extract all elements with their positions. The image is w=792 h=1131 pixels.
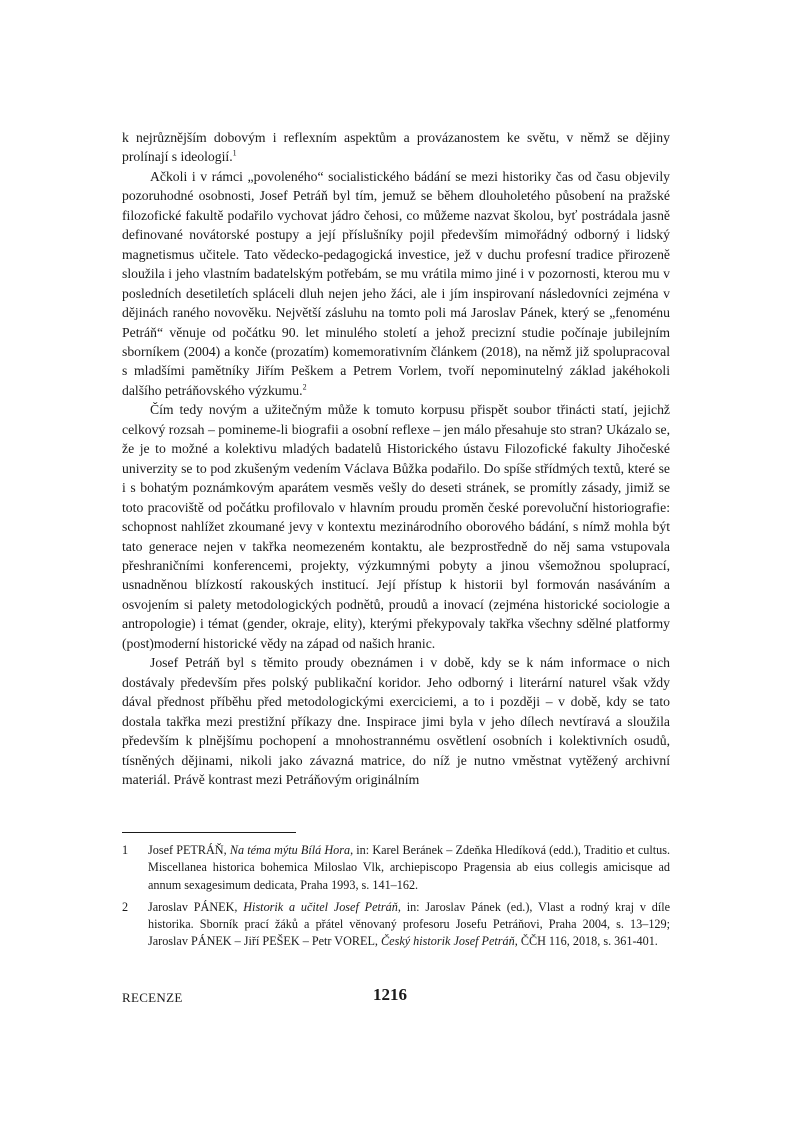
footnote-text: Josef PETRÁŇ, Na téma mýtu Bílá Hora, in: Karel Beránek – Zdeňka Hledíková (edd.), Traditio et cultus. Miscellanea historica bohemica Miloslao Vlk, archiepiscopo Pragensia ab eius collegis amicisque ad annum sexagesimum dedicata, Praha 1993, s. 141–162. bbox=[148, 843, 671, 892]
page-number: 1216 bbox=[373, 985, 407, 1004]
footnote-title: Na téma mýtu Bílá Hora bbox=[229, 843, 351, 857]
footnote-ref-1: 1 bbox=[232, 148, 237, 158]
footnote-number: 2 bbox=[122, 899, 129, 914]
footnotes bbox=[122, 842, 670, 956]
body-text bbox=[122, 128, 670, 789]
paragraph-3: Čím tedy novým a užitečným může k tomuto korpusu přispět soubor třinácti statí, jejichž celkový rozsah – pomineme-li biografii a osobní reflexe – jen málo přesahuje sto stran? Ukázalo se, že je to možné a kolektivu mladých badatelů Historického ústavu Filozofické fakulty Jihočeské univerzity se to pod zkušeným vedením Václava Bůžka podařilo. Do spíše střídmých textů, které se i s bohatým poznámkovým aparátem vesměs vešly do deseti stránek, se promítly zásady, jimiž se toto pracoviště od počátku profilovalo v hlavním proudu proměn české porevoluční historiografie: schopnost nahlížet zkoumané jevy v kontextu mezinárodního oborového bádání, s nímž mohla být tato generace nejen v takřka neomezeném kontaktu, ale bezprostředně do něj sama vstupovala přeshraničními konferencemi, projekty, výzkumnými pobyty a jinou všemožnou spoluprací, usnadněnou blízkostí rakouských institucí. Její přístup k historii byl formován nasáváním a osvojením si palety metodologických podnětů, proudů a inovací (zejména historické sociologie a antropologie) i témat (gender, okraje, elity), kterými překypovaly takřka všechny sdělné platformy (post)moderní historické vědy na západ od našich hranic. bbox=[122, 402, 670, 651]
paragraph-4: Josef Petráň byl s těmito proudy obeznámen i v době, kdy se k nám informace o nich dostávaly především přes polský publikační koridor. Jeho odborný i literární naturel však vždy dával přednost příběhu před metodologickými exerciciemi, a to i později – v době, kdy se tato dostala takřka mezi prestižní příkazy dne. Inspirace jimi byla v jeho dílech nevtíravá a sloužila především k plnějšímu pochopení a mnohostrannému osvětlení osobních i kolektivních osudů, tísněných dějinami, nikoli jako závazná matrice, do níž je nutno vměstnat vytěžený archivní materiál. Právě kontrast mezi Petráňovým originálním bbox=[122, 655, 670, 787]
footnote-divider bbox=[122, 832, 296, 833]
footnote-title: Historik a učitel Josef Petráň bbox=[243, 899, 398, 914]
paragraph-2: Ačkoli i v rámci „povoleného“ socialistického bádání se mezi historiky čas od času objevily pozoruhodné osobnosti, Josef Petráň byl tím, jemuž se během dlouholetého působení na pražské filozofické fakultě podařilo vychovat jádro čehosi, co můžeme nazvat školou, byť postrádala jasně definované novátorské postupy a její příslušníky pojil především mimořádný odborný i lidský magnetismus učitele. Tato vědecko-pedagogická investice, jež v duchu profesní tradice přirozeně sloužila i jeho vlastním badatelským potřebám, se mu vrátila mimo jiné i v pozornosti, kterou mu v posledních desetiletích spláceli dluh nejen jeho žáci, ale i jím inspirovaní následovníci zejména v dějinách raného novověku. Největší zásluhu na tomto poli má Jaroslav Pánek, který se „fenoménu Petráň“ věnuje od počátku 90. let minulého století a jehož precizní studie počínaje jubilejním sborníkem (2004) a konče (prozatím) komemorativním článkem (2018), na němž již spolupracoval s mladšími pamětníky Jiřím Peškem a Petrem Vorlem, tvoří nepominutelný základ jakéhokoli dalšího petráňovského výzkumu.$^2$ bbox=[122, 168, 670, 398]
running-footer-section: RECENZE bbox=[122, 990, 183, 1005]
paragraph-1: k nejrůznějším dobovým i reflexním aspektům a provázanostem ke světu, v němž se dějiny prolínají s ideologií.$^1$ bbox=[122, 130, 670, 165]
footnote-1 bbox=[122, 842, 670, 894]
footnote-number: 1 bbox=[122, 843, 129, 857]
footnote-text: Jaroslav PÁNEK, Historik a učitel Josef Petráň, in: Jaroslav Pánek (ed.), Vlast a rodný kraj v díle historika. Sborník prací žáků a přátel věnovaný profesoru Josefu Petráňovi, Praha 2004, s. 13–129; Jaroslav PÁNEK – Jiří PEŠEK – Petr VOREL, Český historik Josef Petráň, ČČH 116, 2018, s. 361-401. bbox=[148, 899, 671, 949]
footnote-title-2: Český historik Josef Petráň bbox=[381, 934, 515, 949]
footnote-2 bbox=[122, 899, 670, 951]
footnote-ref-2: 2 bbox=[302, 382, 307, 392]
